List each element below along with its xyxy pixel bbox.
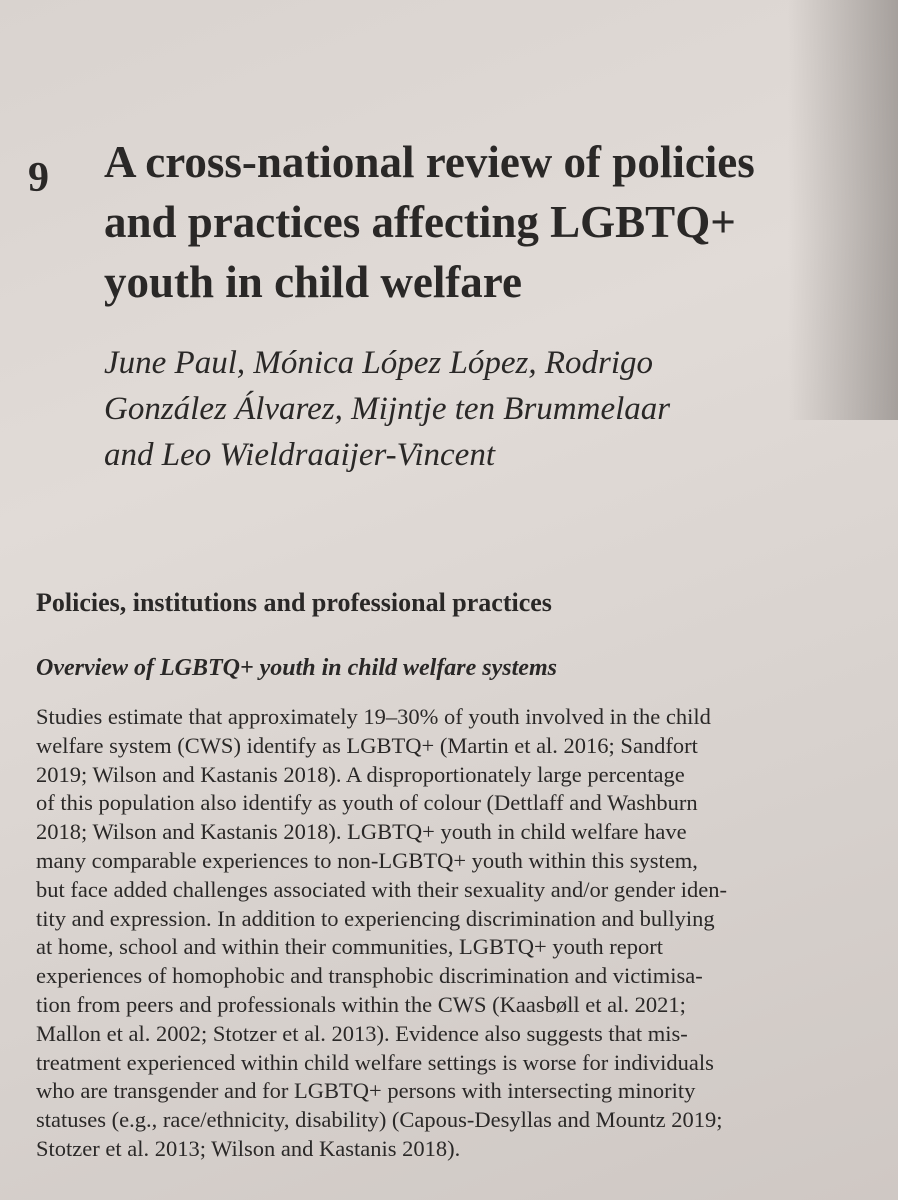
paragraph-line: experiences of homophobic and transphobic discrimination and victimisa- — [36, 963, 703, 989]
chapter-title — [104, 132, 844, 312]
section-heading: Policies, institutions and professional practices — [36, 588, 552, 617]
chapter-title-line: and practices affecting LGBTQ+ — [104, 197, 736, 247]
chapter-number: 9 — [28, 155, 50, 201]
paragraph-line: Mallon et al. 2002; Stotzer et al. 2013). Evidence also suggests that mis- — [36, 1020, 688, 1046]
paragraph-line: welfare system (CWS) identify as LGBTQ+ (Martin et al. 2016; Sandfort — [36, 732, 698, 758]
paragraph-line: Studies estimate that approximately 19–30% of youth involved in the child — [36, 704, 711, 729]
paragraph-line: 2019; Wilson and Kastanis 2018). A disproportionately large percentage — [36, 761, 685, 787]
paragraph-line: but face added challenges associated with their sexuality and/or gender iden- — [36, 876, 727, 902]
body-paragraph — [36, 703, 892, 1164]
chapter-authors — [104, 340, 864, 478]
authors-line: González Álvarez, Mijntje ten Brummelaar — [104, 391, 671, 427]
paragraph-line: statuses (e.g., race/ethnicity, disability) (Capous-Desyllas and Mountz 2019; — [36, 1107, 723, 1133]
subsection-heading: Overview of LGBTQ+ youth in child welfare systems — [36, 655, 557, 681]
chapter-title-line: youth in child welfare — [104, 257, 522, 307]
paragraph-line: tion from peers and professionals within the CWS (Kaasbøll et al. 2021; — [36, 991, 686, 1017]
paragraph-line: who are transgender and for LGBTQ+ persons with intersecting minority — [36, 1078, 696, 1104]
authors-line: and Leo Wieldraaijer-Vincent — [104, 437, 495, 473]
paragraph-line: of this population also identify as youth of colour (Dettlaff and Washburn — [36, 790, 698, 816]
paragraph-line: Stotzer et al. 2013; Wilson and Kastanis 2018). — [36, 1135, 461, 1161]
paragraph-line: treatment experienced within child welfare settings is worse for individuals — [36, 1049, 714, 1075]
paragraph-line: tity and expression. In addition to experiencing discrimination and bullying — [36, 905, 715, 931]
paragraph-line: many comparable experiences to non-LGBTQ+ youth within this system, — [36, 847, 698, 873]
chapter-title-line: A cross-national review of policies — [104, 137, 755, 187]
authors-line: June Paul, Mónica López López, Rodrigo — [104, 345, 654, 381]
paragraph-line: at home, school and within their communities, LGBTQ+ youth report — [36, 934, 663, 960]
paragraph-line: 2018; Wilson and Kastanis 2018). LGBTQ+ youth in child welfare have — [36, 819, 687, 845]
